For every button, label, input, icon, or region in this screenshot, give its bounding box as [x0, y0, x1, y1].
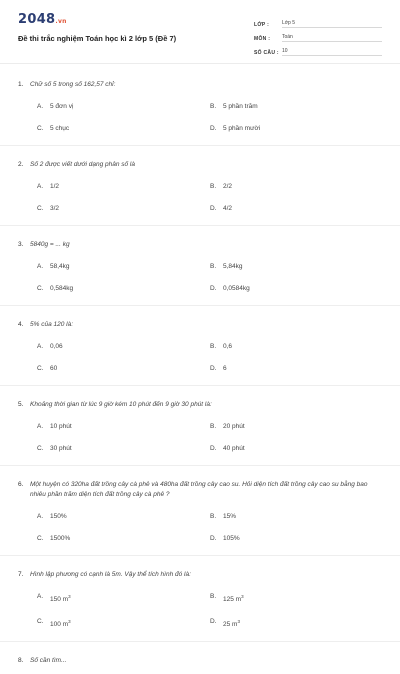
question-header — [18, 240, 382, 250]
question-number: 4. — [18, 321, 24, 328]
answer-text — [223, 120, 260, 137]
answer-option[interactable] — [37, 440, 210, 457]
answer-value: 0,6 — [223, 343, 233, 350]
question-number: 6. — [18, 481, 24, 488]
answer-options — [37, 508, 382, 547]
answer-key: B. — [210, 183, 217, 190]
answer-option[interactable] — [210, 530, 383, 547]
answer-option[interactable] — [37, 360, 210, 377]
answer-option[interactable] — [210, 258, 383, 275]
question-header — [18, 570, 382, 580]
answer-key: A. — [37, 513, 44, 520]
answer-key: B. — [210, 103, 217, 110]
answer-option[interactable] — [210, 508, 383, 525]
answer-text — [50, 440, 72, 457]
answer-key: C. — [37, 445, 44, 452]
answer-option[interactable] — [210, 440, 383, 457]
question-item — [0, 226, 400, 306]
answer-value: 3/2 — [50, 205, 60, 212]
answer-text — [223, 530, 240, 547]
answer-value: 0,06 — [50, 343, 63, 350]
answer-options — [37, 258, 382, 297]
answer-value: 58,4kg — [50, 263, 70, 270]
answer-key: B. — [210, 423, 217, 430]
answer-value: 125 m — [223, 596, 242, 604]
answer-key: C. — [37, 205, 44, 212]
meta-row-class — [254, 14, 382, 28]
answer-option[interactable] — [37, 338, 210, 355]
answer-text — [223, 360, 227, 377]
answer-text — [50, 508, 67, 525]
answer-text — [50, 178, 59, 195]
answer-key: B. — [210, 343, 217, 350]
answer-option[interactable] — [210, 120, 383, 137]
answer-option[interactable] — [210, 98, 383, 115]
answer-value: 100 m — [50, 621, 69, 629]
answer-option[interactable] — [37, 508, 210, 525]
answer-option[interactable] — [210, 178, 383, 195]
question-number: 3. — [18, 241, 24, 248]
answer-value: 20 phút — [223, 423, 245, 430]
answer-key: A. — [37, 423, 44, 430]
answer-option[interactable] — [37, 280, 210, 297]
question-number: 5. — [18, 401, 24, 408]
question-number: 7. — [18, 571, 24, 578]
question-item — [0, 306, 400, 386]
answer-option[interactable] — [210, 588, 383, 608]
answer-option[interactable] — [37, 200, 210, 217]
answer-text — [50, 200, 59, 217]
answer-text — [223, 613, 240, 633]
answer-key: C. — [37, 365, 44, 372]
question-number: 2. — [18, 161, 24, 168]
answer-option[interactable] — [210, 280, 383, 297]
answer-text — [223, 508, 236, 525]
answer-text — [50, 338, 63, 355]
meta-label: MÔN : — [254, 36, 271, 42]
answer-key: D. — [210, 285, 217, 292]
answer-option[interactable] — [210, 360, 383, 377]
answer-key: B. — [210, 263, 217, 270]
question-header — [18, 320, 382, 330]
answer-value: 30 phút — [50, 445, 72, 452]
answer-key: C. — [37, 125, 44, 132]
answer-text — [223, 258, 243, 275]
answer-key: B. — [210, 513, 217, 520]
question-item — [0, 146, 400, 226]
answer-value: 1/2 — [50, 183, 60, 190]
answer-key: A. — [37, 183, 44, 190]
question-number: 1. — [18, 81, 24, 88]
answer-key: D. — [210, 535, 217, 542]
question-text: Một huyện có 320ha đất trồng cây cà phê và 480ha đất trồng cây cao su. Hỏi diện tích đất trồng cây cao su bằng bao nhiêu phần trăm diện tích đất trồng cây cà phê ? — [30, 481, 368, 498]
answer-key: C. — [37, 285, 44, 292]
meta-value: Toán — [282, 34, 382, 42]
question-header — [18, 400, 382, 410]
answer-text — [223, 588, 244, 608]
question-text: Khoảng thời gian từ lúc 9 giờ kém 10 phút đến 9 giờ 30 phút là: — [30, 401, 212, 408]
answer-key: C. — [37, 535, 44, 542]
answer-value: 5 chục — [50, 125, 70, 132]
page-header — [0, 0, 400, 64]
answer-key: A. — [37, 343, 44, 350]
answer-text — [223, 440, 245, 457]
answer-text — [223, 418, 245, 435]
answer-key: D. — [210, 618, 217, 626]
site-logo[interactable]: 2048.vn — [18, 12, 67, 27]
answer-key: D. — [210, 365, 217, 372]
answer-option[interactable] — [37, 613, 210, 633]
answer-value: 5 phần mười — [223, 125, 261, 132]
answer-value: 2/2 — [223, 183, 233, 190]
answer-options — [37, 178, 382, 217]
question-item — [0, 642, 400, 674]
meta-label: LỚP : — [254, 22, 270, 28]
answer-superscript: 3 — [68, 594, 71, 599]
answer-value: 150 m — [50, 596, 69, 604]
answer-option[interactable] — [37, 258, 210, 275]
exam-meta — [254, 14, 382, 56]
question-header — [18, 80, 382, 90]
answer-text — [50, 418, 72, 435]
answer-options — [37, 98, 382, 137]
answer-option[interactable] — [37, 98, 210, 115]
meta-value: 10 — [282, 48, 382, 56]
answer-text — [50, 258, 70, 275]
question-header — [18, 480, 382, 500]
answer-superscript: 3 — [237, 619, 240, 625]
answer-key: D. — [210, 205, 217, 212]
answer-text — [223, 200, 232, 217]
answer-option[interactable] — [210, 200, 383, 217]
question-text: Số 2 được viết dưới dạng phân số là — [30, 161, 135, 168]
answer-option[interactable] — [37, 120, 210, 137]
question-header — [18, 656, 382, 666]
page-title: Đề thi trắc nghiệm Toán học kì 2 lớp 5 (Đề 7) — [18, 34, 177, 43]
answer-value: 6 — [223, 365, 227, 372]
question-item — [0, 466, 400, 556]
answer-value: 150% — [50, 513, 67, 520]
answer-text — [50, 280, 73, 297]
answer-text — [50, 588, 71, 608]
answer-text — [50, 98, 73, 115]
answer-value: 5 phần trăm — [223, 103, 258, 110]
answer-option[interactable] — [210, 418, 383, 435]
answer-value: 4/2 — [223, 205, 233, 212]
answer-text — [50, 360, 57, 377]
meta-value: Lớp 5 — [282, 20, 382, 28]
question-item — [0, 66, 400, 146]
answer-value: 40 phút — [223, 445, 245, 452]
answer-superscript: 3 — [241, 594, 244, 599]
answer-key: A. — [37, 263, 44, 270]
question-text: Hình lập phương có cạnh là 5m. Vậy thể tích hình đó là: — [30, 571, 191, 578]
answer-value: 5 đơn vị — [50, 103, 74, 110]
answer-value: 0,0584kg — [223, 285, 250, 292]
answer-key: A. — [37, 103, 44, 110]
answer-options — [37, 338, 382, 377]
answer-options — [37, 588, 382, 633]
answer-value: 0,584kg — [50, 285, 74, 292]
answer-key: A. — [37, 593, 44, 600]
answer-text — [223, 178, 232, 195]
answer-value: 5,84kg — [223, 263, 243, 270]
answer-option[interactable] — [37, 178, 210, 195]
answer-key: B. — [210, 593, 217, 600]
answer-value: 1500% — [50, 535, 71, 542]
answer-option[interactable] — [37, 530, 210, 547]
answer-option[interactable] — [210, 613, 383, 633]
answer-key: D. — [210, 445, 217, 452]
answer-superscript: 3 — [68, 619, 71, 625]
answer-text — [223, 280, 250, 297]
answer-option[interactable] — [37, 588, 210, 608]
answer-text — [223, 98, 258, 115]
question-header — [18, 160, 382, 170]
answer-text — [223, 338, 232, 355]
answer-option[interactable] — [37, 418, 210, 435]
answer-key: C. — [37, 618, 44, 626]
answer-text — [50, 530, 70, 547]
meta-label: SỐ CÂU : — [254, 50, 279, 56]
answer-options — [37, 418, 382, 457]
meta-row-subject — [254, 28, 382, 42]
answer-text — [50, 120, 69, 137]
question-number: 8. — [18, 657, 24, 665]
question-item — [0, 386, 400, 466]
question-text: 5% của 120 là: — [30, 321, 74, 328]
answer-value: 10 phút — [50, 423, 72, 430]
meta-row-count — [254, 42, 382, 56]
question-list — [0, 66, 400, 674]
answer-key: D. — [210, 125, 217, 132]
question-text: 5840g = ... kg — [30, 241, 70, 248]
answer-value: 25 m — [223, 621, 238, 629]
answer-value: 15% — [223, 513, 237, 520]
answer-value: 60 — [50, 365, 58, 372]
question-text: Chữ số 5 trong số 162,57 chỉ: — [30, 81, 116, 88]
answer-value: 105% — [223, 535, 240, 542]
answer-text — [50, 613, 71, 633]
answer-option[interactable] — [210, 338, 383, 355]
question-item — [0, 556, 400, 642]
question-text: Số cần tìm... — [30, 657, 67, 665]
